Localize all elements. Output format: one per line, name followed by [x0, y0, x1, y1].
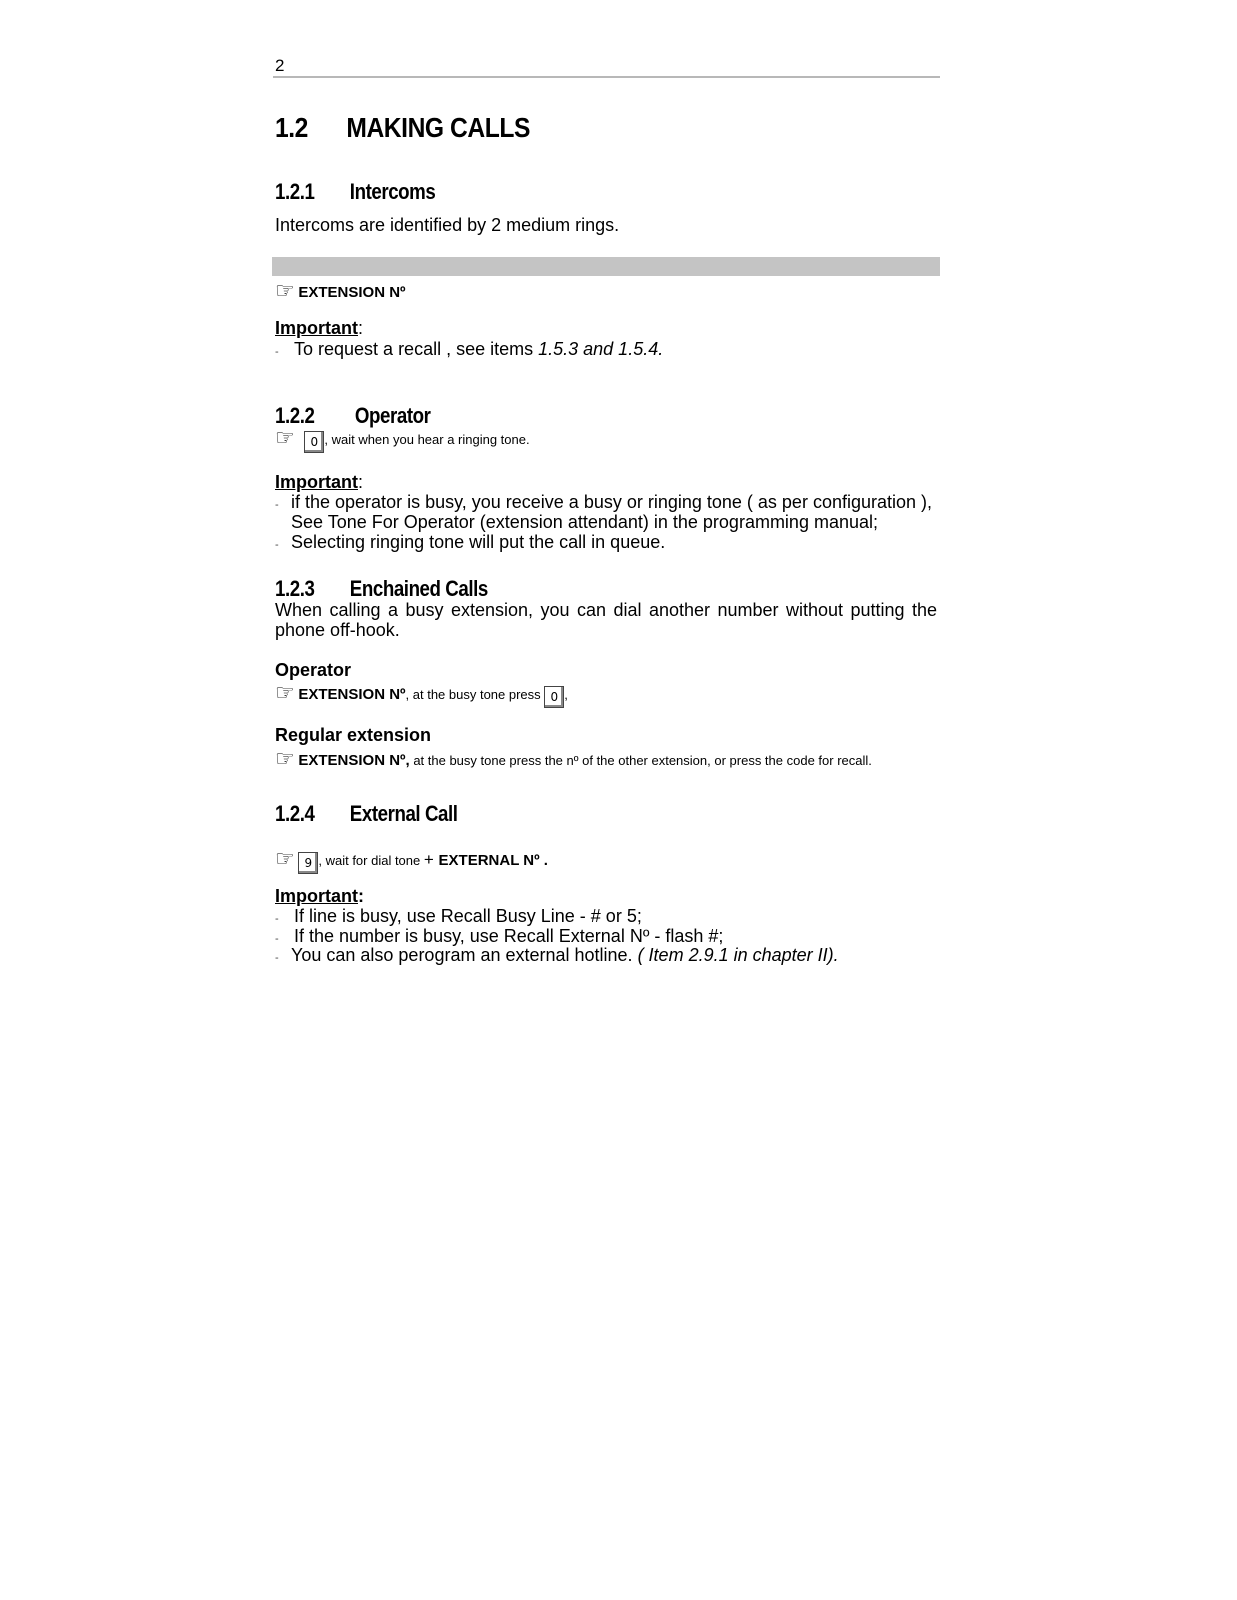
operator-step: ☞ 0 , wait when you hear a ringing tone. — [275, 426, 530, 451]
extension-label: EXTENSION Nº — [298, 284, 406, 301]
list-item: - If line is busy, use Recall Busy Line - # or 5; — [275, 906, 642, 926]
operator-subheading: Operator — [275, 660, 352, 680]
heading-1-2-2 — [275, 403, 430, 429]
heading-number: 1.2.2 — [275, 403, 315, 428]
list-dash: - — [275, 499, 279, 511]
key-0-icon: 0 — [544, 686, 564, 708]
heading-title: Enchained Calls — [349, 576, 488, 601]
list-dash: - — [275, 952, 279, 964]
item-reference: ( Item 2.9.1 in chapter II). — [637, 945, 839, 965]
pointing-hand-icon: ☞ — [275, 279, 295, 304]
heading-number: 1.2.1 — [275, 179, 315, 204]
list-dash: - — [275, 539, 279, 551]
list-item-continuation: See Tone For Operator (extension attendant) in the programming manual; — [291, 512, 878, 532]
external-call-step: ☞ 9 , wait for dial tone + EXTERNAL Nº . — [275, 847, 548, 872]
page-number: 2 — [275, 56, 285, 75]
list-item: - To request a recall , see items 1.5.3 and 1.5.4. — [275, 339, 664, 359]
list-dash: - — [275, 913, 279, 925]
heading-1-2-1 — [275, 179, 435, 205]
item-reference: 1.5.3 and 1.5.4. — [538, 339, 664, 359]
pointing-hand-icon: ☞ — [275, 681, 295, 706]
external-number-label: EXTERNAL Nº . — [438, 852, 548, 869]
heading-number: 1.2.3 — [275, 576, 315, 601]
enchained-text: When calling a busy extension, you can dial another number without putting the phone off-hook. — [275, 600, 937, 640]
heading-1-2-3 — [275, 576, 488, 602]
intercom-step — [275, 279, 406, 304]
header-rule — [273, 76, 940, 78]
list-dash: - — [275, 346, 279, 358]
enchained-operator-step: ☞ EXTENSION Nº, at the busy tone press 0 , — [275, 681, 568, 706]
extension-label: EXTENSION Nº — [298, 686, 406, 703]
key-0-icon: 0 — [304, 431, 324, 453]
heading-number: 1.2.4 — [275, 801, 315, 826]
list-item: - You can also perogram an external hotline. ( Item 2.9.1 in chapter II). — [275, 945, 839, 965]
key-9-icon: 9 — [298, 852, 318, 874]
pointing-hand-icon: ☞ — [275, 426, 295, 451]
list-item: - Selecting ringing tone will put the call in queue. — [275, 532, 666, 552]
pointing-hand-icon: ☞ — [275, 847, 295, 872]
heading-title: Operator — [354, 403, 431, 428]
intercoms-text: Intercoms are identified by 2 medium rings. — [275, 215, 620, 235]
grey-bar — [272, 257, 940, 276]
heading-1-2-4 — [275, 801, 458, 827]
regular-extension-subheading: Regular extension — [275, 725, 432, 745]
important-label: Important: — [275, 886, 364, 906]
enchained-regular-step: ☞ EXTENSION Nº, at the busy tone press the nº of the other extension, or press the code for recall. — [275, 747, 872, 772]
list-item: - If the number is busy, use Recall External Nº - flash #; — [275, 926, 724, 946]
pointing-hand-icon: ☞ — [275, 747, 295, 772]
important-label: Important: — [275, 318, 364, 338]
important-label: Important: — [275, 472, 364, 492]
heading-title: External Call — [349, 801, 458, 826]
list-item: - if the operator is busy, you receive a busy or ringing tone ( as per configuration ), — [275, 492, 933, 512]
heading-title: Intercoms — [349, 179, 436, 204]
section-title: 1.2 MAKING CALLS — [275, 112, 530, 143]
list-dash: - — [275, 933, 279, 945]
extension-label: EXTENSION Nº, — [298, 752, 410, 769]
